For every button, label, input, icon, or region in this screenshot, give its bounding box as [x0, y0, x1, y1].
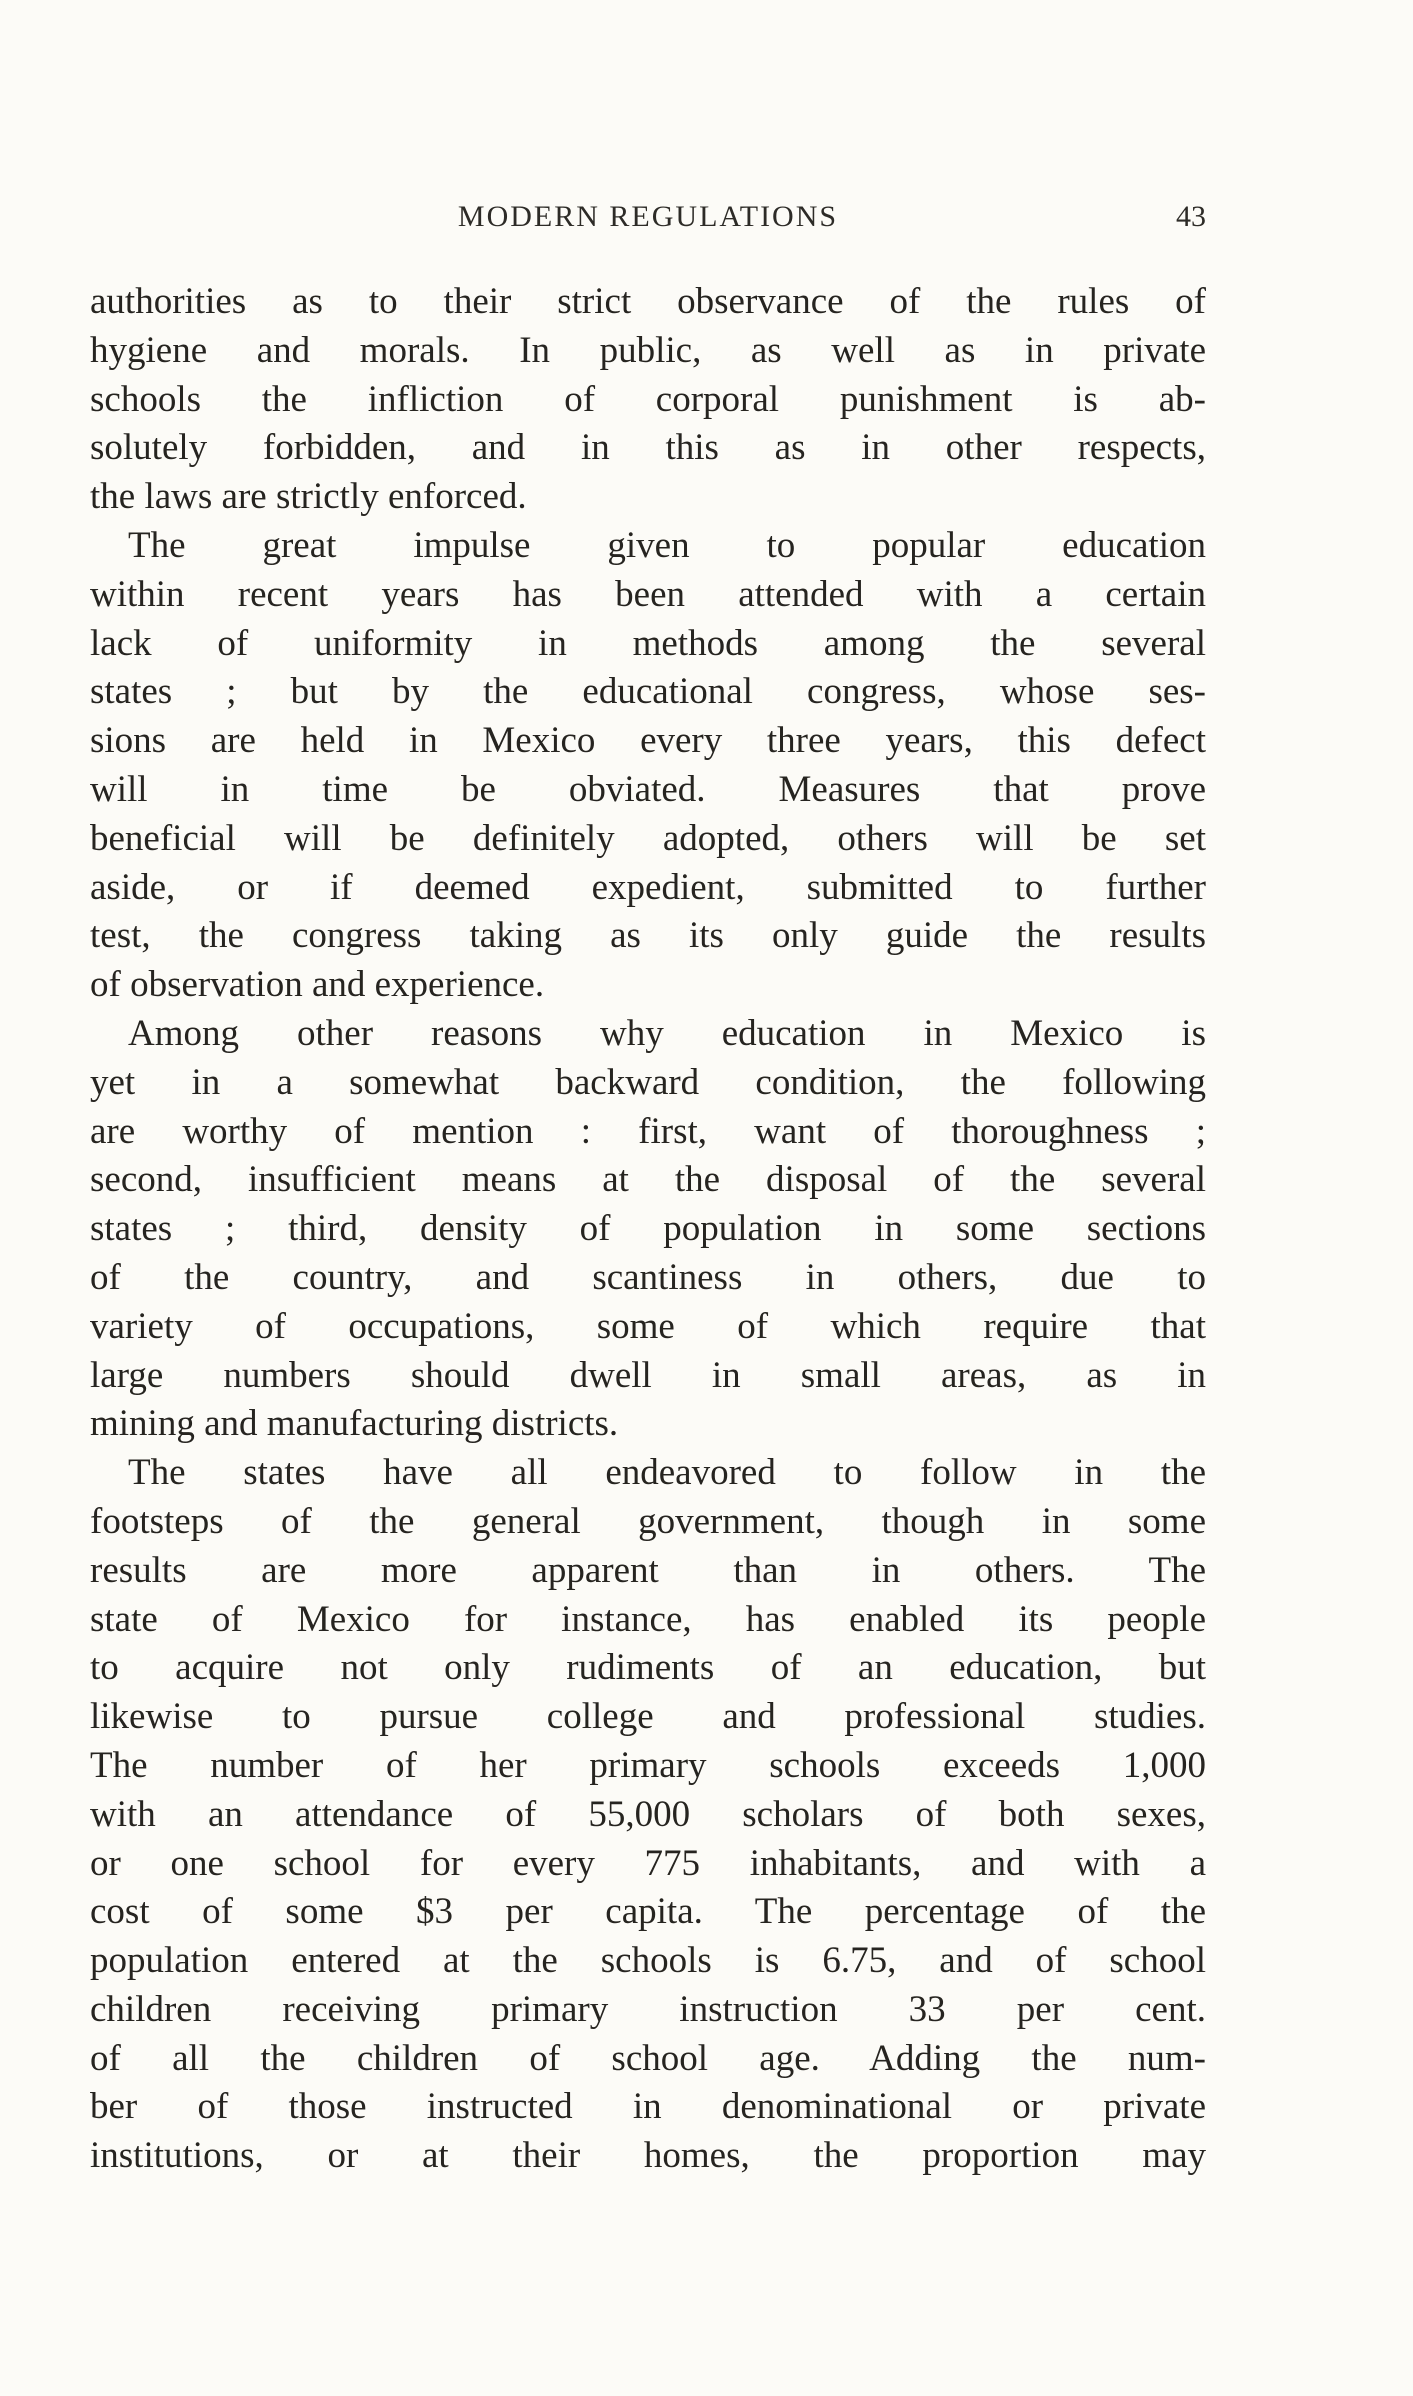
text-line: results are more apparent than in others. The — [90, 1549, 1206, 1591]
text-line: to acquire not only rudiments of an education, but — [90, 1647, 1206, 1689]
text-line: population entered at the schools is 6.75, and of school — [90, 1940, 1206, 1982]
text-line: of observation and experience. — [90, 964, 545, 1006]
text-line: likewise to pursue college and professional studies. — [90, 1696, 1206, 1738]
text-line: children receiving primary instruction 33 per cent. — [90, 1988, 1206, 2030]
text-line: solutely forbidden, and in this as in other respects, — [90, 427, 1206, 469]
body-text — [90, 278, 1206, 2181]
text-line: variety of occupations, some of which require that — [90, 1305, 1206, 1347]
text-line: states ; third, density of population in some sections — [90, 1208, 1206, 1250]
text-line: state of Mexico for instance, has enabled its people — [90, 1598, 1206, 1640]
text-line: yet in a somewhat backward condition, the following — [90, 1061, 1206, 1103]
text-line: large numbers should dwell in small areas, as in — [90, 1354, 1206, 1396]
text-line: institutions, or at their homes, the proportion may — [90, 2135, 1206, 2177]
text-line: second, insufficient means at the disposal of the several — [90, 1159, 1206, 1201]
text-line: will in time be obviated. Measures that prove — [90, 768, 1206, 810]
text-line: cost of some $3 per capita. The percentage of the — [90, 1891, 1206, 1933]
text-line: beneficial will be definitely adopted, others will be set — [90, 817, 1206, 859]
page-number: 43 — [1176, 200, 1206, 233]
running-head — [90, 200, 1206, 240]
text-line: ber of those instructed in denominational or private — [90, 2086, 1206, 2128]
text-line: within recent years has been attended with a certain — [90, 573, 1206, 615]
text-line: Among other reasons why education in Mexico is — [128, 1012, 1206, 1054]
text-line: mining and manufacturing districts. — [90, 1403, 619, 1445]
text-line: states ; but by the educational congress, whose ses- — [90, 671, 1206, 713]
text-line: sions are held in Mexico every three years, this defect — [90, 720, 1206, 762]
text-line: test, the congress taking as its only guide the results — [90, 915, 1206, 957]
text-line: are worthy of mention : first, want of thoroughness ; — [90, 1110, 1206, 1152]
text-line: authorities as to their strict observance of the rules of — [90, 281, 1206, 322]
text-line: The great impulse given to popular education — [128, 524, 1206, 566]
text-line: lack of uniformity in methods among the several — [90, 622, 1206, 664]
text-line: of all the children of school age. Adding the num- — [90, 2037, 1206, 2079]
text-line: of the country, and scantiness in others, due to — [90, 1256, 1206, 1298]
text-line: with an attendance of 55,000 scholars of both sexes, — [90, 1793, 1206, 1835]
text-line: footsteps of the general government, though in some — [90, 1500, 1206, 1542]
text-line: hygiene and morals. In public, as well as in private — [90, 329, 1206, 371]
text-line: aside, or if deemed expedient, submitted to further — [90, 866, 1206, 908]
text-line: schools the infliction of corporal punishment is ab- — [90, 378, 1206, 420]
running-title: MODERN REGULATIONS — [457, 200, 839, 233]
text-line: or one school for every 775 inhabitants, and with a — [90, 1842, 1206, 1884]
text-line: the laws are strictly enforced. — [90, 476, 527, 518]
text-line: The number of her primary schools exceeds 1,000 — [90, 1744, 1206, 1786]
text-line: The states have all endeavored to follow in the — [128, 1452, 1206, 1494]
